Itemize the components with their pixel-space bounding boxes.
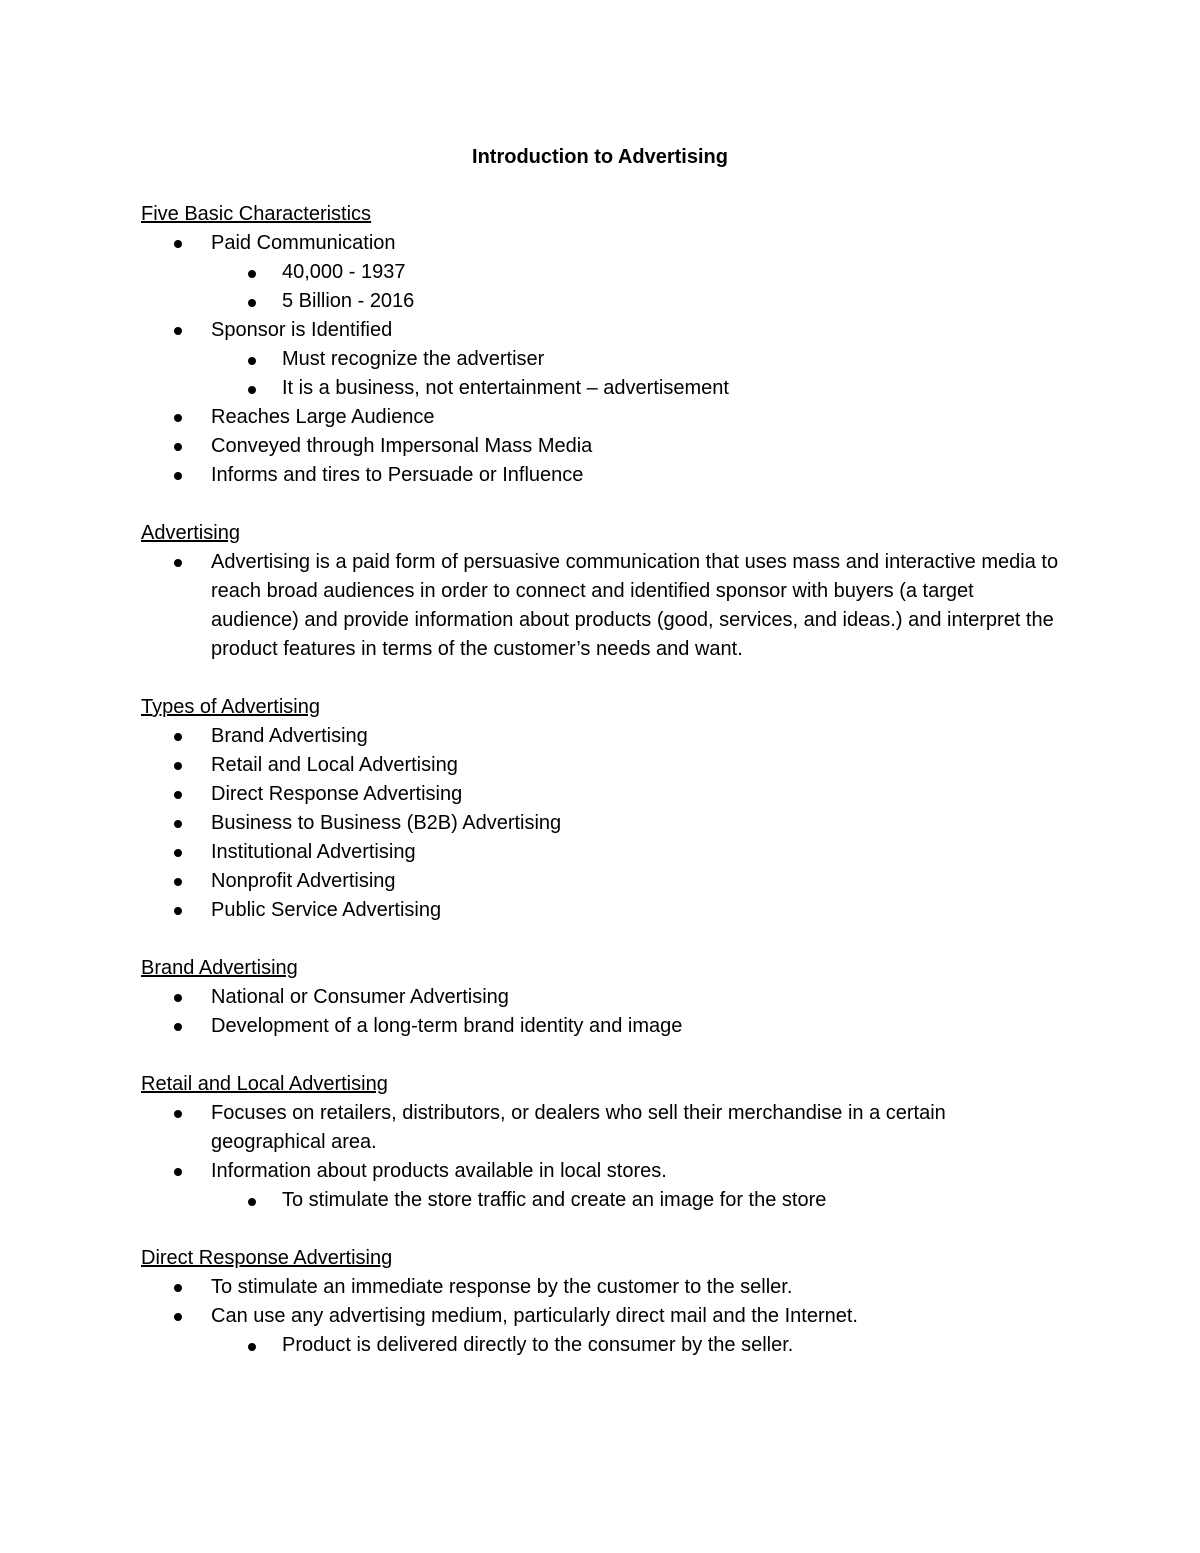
bullet-text: National or Consumer Advertising — [211, 986, 509, 1008]
bullet-text: Information about products available in local stores. — [211, 1160, 667, 1182]
bullet-dot-icon — [174, 559, 182, 567]
section-heading: Advertising — [141, 522, 240, 544]
sub-bullet-list — [211, 258, 1061, 316]
hollow-circle-bullet-icon — [248, 1198, 256, 1206]
bullet-list — [141, 722, 1061, 925]
bullet-item — [141, 461, 1061, 490]
bullet-text: Can use any advertising medium, particularly direct mail and the Internet. — [211, 1305, 858, 1327]
bullet-dot-icon — [174, 240, 182, 248]
bullet-text: Brand Advertising — [211, 725, 368, 747]
bullet-list — [141, 548, 1061, 664]
bullet-text: Development of a long-term brand identity and image — [211, 1015, 683, 1037]
bullet-text: Conveyed through Impersonal Mass Media — [211, 435, 593, 457]
bullet-text: Public Service Advertising — [211, 899, 442, 921]
bullet-list — [141, 229, 1061, 490]
bullet-dot-icon — [174, 733, 182, 741]
bullet-item — [141, 751, 1061, 780]
bullet-text: Business to Business (B2B) Advertising — [211, 812, 562, 834]
sub-bullet-item — [141, 287, 1061, 316]
bullet-list — [141, 1099, 1061, 1215]
bullet-dot-icon — [174, 762, 182, 770]
section-heading: Brand Advertising — [141, 957, 298, 979]
bullet-text: Reaches Large Audience — [211, 406, 435, 428]
bullet-item — [141, 1099, 1061, 1157]
bullet-dot-icon — [174, 994, 182, 1002]
bullet-item — [141, 1157, 1061, 1215]
bullet-dot-icon — [174, 1023, 182, 1031]
section — [141, 200, 1061, 490]
bullet-text: Focuses on retailers, distributors, or dealers who sell their merchandise in a certain geographical area. — [211, 1102, 946, 1153]
bullet-item — [141, 1273, 1061, 1302]
section — [141, 1070, 1061, 1215]
document-body — [141, 200, 1061, 1389]
bullet-text: Retail and Local Advertising — [211, 754, 458, 776]
bullet-list — [141, 1273, 1061, 1360]
sub-bullet-item — [141, 374, 1061, 403]
bullet-dot-icon — [174, 327, 182, 335]
bullet-list — [141, 983, 1061, 1041]
sub-bullet-text: It is a business, not entertainment – advertisement — [282, 377, 729, 399]
hollow-circle-bullet-icon — [248, 386, 256, 394]
bullet-text: Nonprofit Advertising — [211, 870, 396, 892]
section-heading: Types of Advertising — [141, 696, 320, 718]
sub-bullet-item — [141, 1331, 1061, 1360]
bullet-item — [141, 983, 1061, 1012]
hollow-circle-bullet-icon — [248, 357, 256, 365]
section-heading: Retail and Local Advertising — [141, 1073, 388, 1095]
sub-bullet-text: 40,000 - 1937 — [282, 261, 406, 283]
bullet-item — [141, 867, 1061, 896]
bullet-dot-icon — [174, 1313, 182, 1321]
bullet-dot-icon — [174, 849, 182, 857]
bullet-dot-icon — [174, 791, 182, 799]
sub-bullet-text: 5 Billion - 2016 — [282, 290, 415, 312]
sub-bullet-list — [211, 1331, 1061, 1360]
sub-bullet-text: Product is delivered directly to the consumer by the seller. — [282, 1334, 794, 1356]
bullet-dot-icon — [174, 472, 182, 480]
section — [141, 519, 1061, 664]
bullet-item — [141, 896, 1061, 925]
bullet-item — [141, 432, 1061, 461]
hollow-circle-bullet-icon — [248, 1343, 256, 1351]
sub-bullet-list — [211, 345, 1061, 403]
bullet-text: Advertising is a paid form of persuasive communication that uses mass and interactive media to reach broad audiences in order to connect and identified sponsor with buyers (a target audience) and provide information about products (good, services, and ideas.) and interpret the product features in terms of the customer’s needs and want. — [211, 551, 1059, 660]
bullet-item — [141, 316, 1061, 403]
bullet-item — [141, 548, 1061, 664]
sub-bullet-text: To stimulate the store traffic and create an image for the store — [282, 1189, 827, 1211]
section — [141, 693, 1061, 925]
bullet-item — [141, 403, 1061, 432]
bullet-dot-icon — [174, 1168, 182, 1176]
section — [141, 954, 1061, 1041]
bullet-item — [141, 780, 1061, 809]
bullet-item — [141, 1302, 1061, 1360]
sub-bullet-item — [141, 258, 1061, 287]
bullet-dot-icon — [174, 1110, 182, 1118]
bullet-dot-icon — [174, 1284, 182, 1292]
bullet-dot-icon — [174, 878, 182, 886]
bullet-item — [141, 229, 1061, 316]
bullet-text: Paid Communication — [211, 232, 396, 254]
bullet-text: Informs and tires to Persuade or Influence — [211, 464, 584, 486]
hollow-circle-bullet-icon — [248, 299, 256, 307]
bullet-item — [141, 722, 1061, 751]
document-title: Introduction to Advertising — [472, 146, 728, 168]
sub-bullet-list — [211, 1186, 1061, 1215]
bullet-dot-icon — [174, 414, 182, 422]
bullet-text: Direct Response Advertising — [211, 783, 463, 805]
hollow-circle-bullet-icon — [248, 270, 256, 278]
section-heading: Direct Response Advertising — [141, 1247, 393, 1269]
bullet-item — [141, 809, 1061, 838]
bullet-item — [141, 838, 1061, 867]
bullet-text: Sponsor is Identified — [211, 319, 393, 341]
bullet-text: To stimulate an immediate response by the customer to the seller. — [211, 1276, 793, 1298]
sub-bullet-item — [141, 1186, 1061, 1215]
sub-bullet-text: Must recognize the advertiser — [282, 348, 545, 370]
bullet-item — [141, 1012, 1061, 1041]
sub-bullet-item — [141, 345, 1061, 374]
bullet-text: Institutional Advertising — [211, 841, 416, 863]
bullet-dot-icon — [174, 907, 182, 915]
section — [141, 1244, 1061, 1360]
bullet-dot-icon — [174, 443, 182, 451]
section-heading: Five Basic Characteristics — [141, 203, 372, 225]
bullet-dot-icon — [174, 820, 182, 828]
